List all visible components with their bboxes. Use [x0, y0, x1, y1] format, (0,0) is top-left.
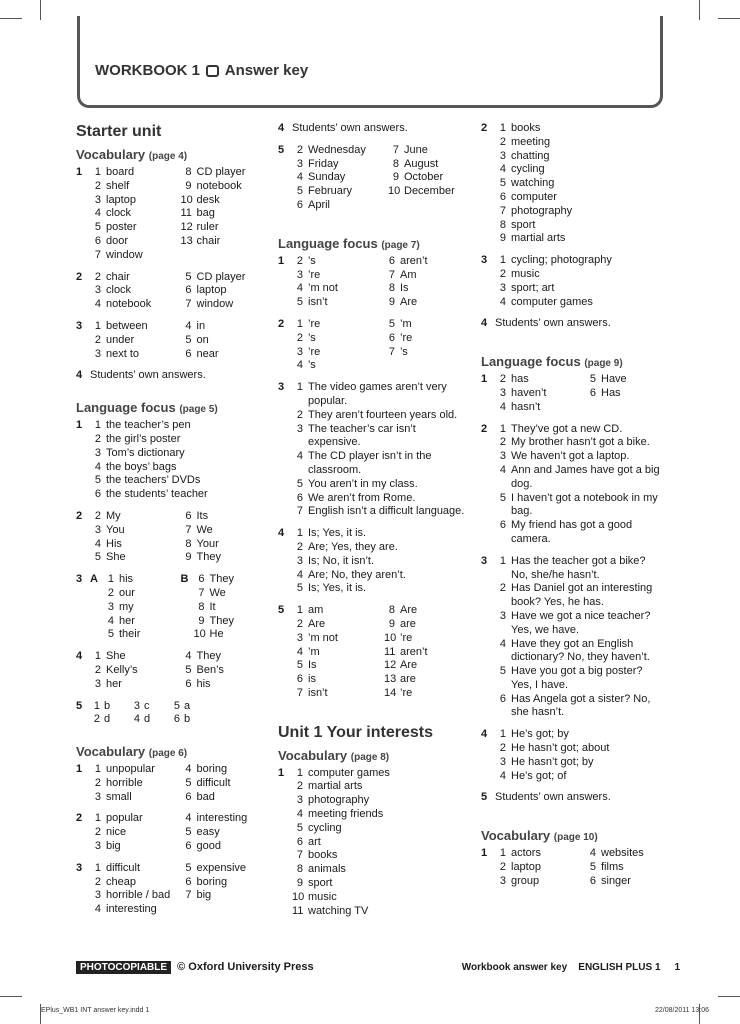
book-icon	[206, 65, 219, 77]
exercise: 3 1 Has the teacher got a bike? No, she/he hasn’t. 2 Has Daniel got an interesting book? Yes, he has. 3 Have we got a nice teacher? Yes, we have. 4 Have they got an English dictionary? No, they haven’t. 5 Have you got a big poster? Yes, I have. 6 Has Angela got a sister? No, she hasn’t.	[481, 554, 653, 719]
title-answer-key: Answer key	[224, 62, 309, 79]
exercise: 5 1 b 3 c 5 a 2 d 4 d 6 b	[76, 699, 191, 726]
section-heading: Language focus (page 5)	[76, 400, 218, 416]
exercise: 5 1 am 2 Are 3 ’m not 4 ’m 5 Is 6 is 7 isn’t 8 Are 9 are 10 ’re 11 aren’t 12 Are 13 are 14 ’re	[278, 604, 428, 699]
exercise: 5 Students’ own answers.	[481, 791, 611, 804]
header-frame	[77, 16, 663, 108]
column-3	[481, 116, 681, 897]
exercise: 3 1 The video games aren’t very popular. 2 They aren’t fourteen years old. 3 The teacher’s car isn’t expensive. 4 The CD player isn’t in the classroom. 5 You aren’t in my class. 6 We aren’t from Rome. 7 English isn’t a difficult language.	[278, 381, 465, 518]
footer-book-section: Workbook answer key	[461, 962, 568, 973]
exercise: 1 1 actors 2 laptop 3 group 4 websites 5 films 6 singer	[481, 847, 644, 887]
exercise: 1 2 ’s 3 ’re 4 ’m not 5 isn’t 6 aren’t 7 Am 8 Is 9 Are	[278, 254, 428, 309]
section-heading: Vocabulary (page 4)	[76, 147, 188, 162]
exercise: 2 1 popular 2 nice 3 big 4 interesting 5 easy 6 good	[76, 812, 248, 853]
photocopiable-badge: PHOTOCOPIABLE	[76, 961, 171, 974]
section-heading: Vocabulary (page 6)	[76, 744, 188, 760]
page-number: 1	[674, 962, 680, 973]
exercise: 2 1 They’ve got a new CD. 2 My brother hasn’t got a bike. 3 We haven’t got a laptop. 4 Ann and James have got a big dog. 5 I haven’t got a notebook in my bag. 6 My friend has got a good camera.	[481, 422, 660, 545]
exercise: 1 2 has 3 haven’t 4 hasn’t 5 Have 6 Has	[481, 373, 627, 413]
exercise: 1 1 the teacher’s pen 2 the girl’s poster 3 Tom’s dictionary 4 the boys’ bags 5 the teachers’ DVDs 6 the students’ teacher	[76, 419, 208, 501]
exercise: 3 1 between 2 under 3 next to 4 in 5 on 6 near	[76, 319, 219, 360]
exercise: 4 1 He’s got; by 2 He hasn’t got; about 3 He hasn’t got; by 4 He’s got; of	[481, 728, 610, 782]
slug-filename: EPlus_WB1 INT answer key.indd 1	[41, 1007, 150, 1014]
column-2	[278, 116, 473, 926]
exercise: 5 2 Wednesday 3 Friday 4 Sunday 5 February 6 April 7 June 8 August 9 October 10 December	[278, 143, 455, 211]
unit-title: Starter unit	[76, 123, 162, 140]
exercise: 1 1 computer games 2 martial arts 3 photography 4 meeting friends 5 cycling 6 art 7 books 8 animals 9 sport 10 music 11 watching TV	[278, 766, 390, 917]
exercise: 2 1 ’re 2 ’s 3 ’re 4 ’s 5 ’m 6 ’re 7 ’s	[278, 317, 413, 372]
crop-mark	[699, 0, 700, 20]
section-heading: Language focus (page 7)	[278, 235, 420, 251]
section-heading: Vocabulary (page 10)	[481, 828, 598, 844]
exercise: 4 Students’ own answers.	[481, 317, 611, 330]
crop-mark	[718, 18, 740, 19]
footer-book-title: ENGLISH PLUS 1	[578, 962, 661, 973]
crop-mark	[0, 996, 22, 997]
crop-mark	[718, 996, 740, 997]
exercise: 4 1 Is; Yes, it is. 2 Are; Yes, they are. 3 Is; No, it isn’t. 4 Are; No, they aren’t. 5 Is; Yes, it is.	[278, 527, 406, 595]
crop-mark	[0, 18, 22, 19]
exercise: 2 1 books 2 meeting 3 chatting 4 cycling 5 watching 6 computer 7 photography 8 sport 9 martial arts	[481, 122, 573, 245]
slug-timestamp: 22/08/2011 13:06	[655, 1007, 709, 1014]
column-1	[76, 116, 271, 925]
crop-mark	[40, 0, 41, 20]
exercise: 3 1 difficult 2 cheap 3 horrible / bad 4 interesting 5 expensive 6 boring 7 big	[76, 861, 247, 916]
exercise: 4 1 She 2 Kelly’s 3 her 4 They 5 Ben’s 6 his	[76, 650, 224, 690]
exercise: 2 2 chair 3 clock 4 notebook 5 CD player 6 laptop 7 window	[76, 270, 246, 311]
title-workbook: WORKBOOK 1	[95, 62, 200, 79]
publisher: © Oxford University Press	[177, 961, 314, 973]
unit-title: Unit 1 Your interests	[278, 723, 433, 741]
exercise: 1 1 unpopular 2 horrible 3 small 4 boring 5 difficult 6 bad	[76, 763, 231, 803]
exercise: 3 1 cycling; photography 2 music 3 sport; art 4 computer games	[481, 254, 612, 308]
exercise: 4 Students’ own answers.	[76, 369, 206, 382]
page-title	[95, 62, 308, 79]
exercise: 2 2 My 3 You 4 His 5 She 6 Its 7 We 8 Your 9 They	[76, 509, 221, 564]
section-heading: Language focus (page 9)	[481, 354, 623, 370]
exercise: 1 1 board 2 shelf 3 laptop 4 clock 5 poster 6 door 7 window 8 CD player 9 notebook 10 desk 11 bag 12 ruler 13 chair	[76, 166, 246, 261]
footer-right	[462, 962, 680, 973]
footer-left	[76, 961, 314, 973]
section-heading: Vocabulary (page 8)	[278, 747, 390, 763]
exercise: 4 Students’ own answers.	[278, 122, 408, 134]
exercise: 3 A 1 his 2 our 3 my 4 her 5 their B 6 They 7 We 8 It 9 They 10 He	[76, 573, 234, 641]
